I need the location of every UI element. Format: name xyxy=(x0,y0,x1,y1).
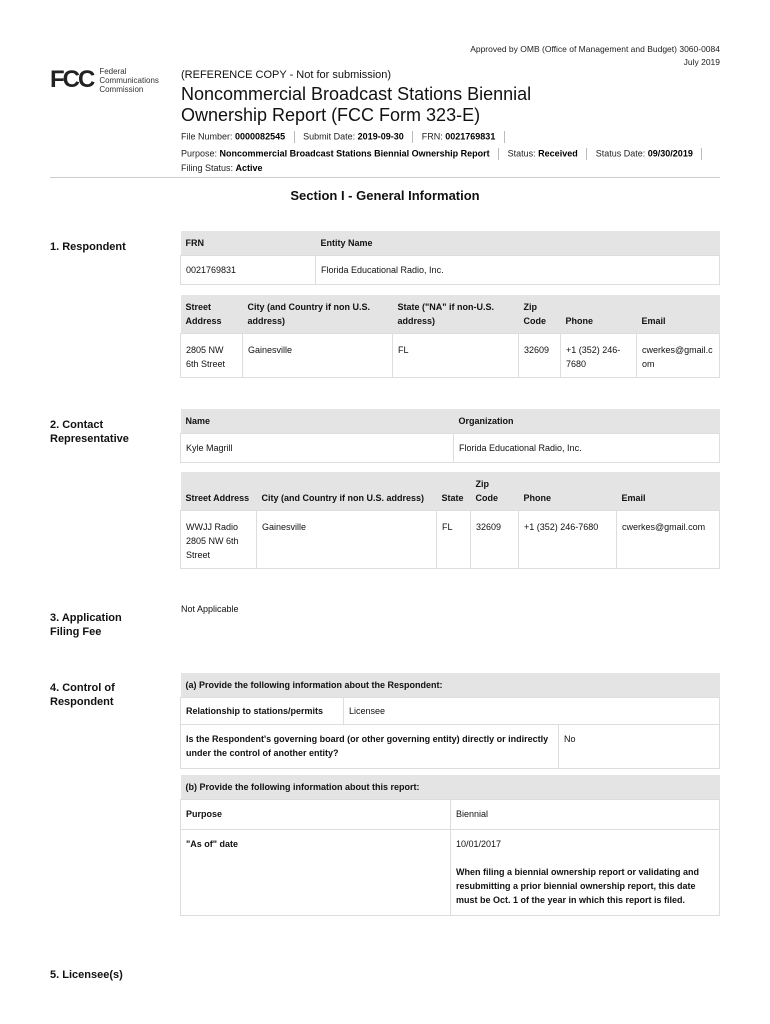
status-label: Status: xyxy=(507,148,536,159)
omb-line: Approved by OMB (Office of Management and Budget) 3060-0084 xyxy=(470,44,720,54)
contact-email-header: Email xyxy=(617,472,720,511)
contact-state-header: State xyxy=(437,472,471,511)
submit-date: 2019-09-30 xyxy=(357,131,404,142)
respondent-city: Gainesville xyxy=(243,334,393,378)
respondent-state: FL xyxy=(393,334,519,378)
contact-city-header: City (and Country if non U.S. address) xyxy=(257,472,437,511)
asof-date-note: When filing a biennial ownership report or validating and resubmitting a prior biennial ownership report, this date must be Oct. 1 of the year in which this report is filed. xyxy=(456,867,700,905)
relationship-value: Licensee xyxy=(344,698,720,725)
street-header: Street Address xyxy=(181,295,243,334)
control-label xyxy=(50,681,115,709)
contact-label-line: 2. Contact xyxy=(50,419,104,431)
contact-city: Gainesville xyxy=(257,511,437,569)
submit-date-label: Submit Date: xyxy=(303,131,356,142)
respondent-address-table xyxy=(180,295,720,378)
asof-date-value: 10/01/2017 xyxy=(456,839,502,849)
contact-street-header: Street Address xyxy=(181,472,257,511)
contact-zip: 32609 xyxy=(471,511,519,569)
fcc-logo-mark: FCC xyxy=(50,66,94,93)
entity-name-header: Entity Name xyxy=(316,231,720,256)
control-b-table xyxy=(180,775,720,916)
governing-question: Is the Respondent's governing board (or other governing entity) directly or indirectly under the control of another entity? xyxy=(181,725,559,769)
contact-state: FL xyxy=(437,511,471,569)
email-header: Email xyxy=(637,295,720,334)
header-divider xyxy=(50,177,720,178)
status-date: 09/30/2019 xyxy=(647,148,693,159)
omb-approval xyxy=(470,43,720,69)
agency-line: Federal xyxy=(99,66,127,76)
file-number-label: File Number: xyxy=(181,131,233,142)
frn-label: FRN: xyxy=(421,131,443,142)
respondent-zip: 32609 xyxy=(519,334,561,378)
agency-line: Communications xyxy=(99,75,159,85)
control-label-line: Respondent xyxy=(50,696,114,708)
control-b-header: (b) Provide the following information about this report: xyxy=(181,775,720,800)
filing-meta-row3 xyxy=(181,163,263,173)
contact-org-header: Organization xyxy=(454,409,720,434)
respondent-phone: +1 (352) 246-7680 xyxy=(561,334,637,378)
frn-value: 0021769831 xyxy=(445,131,496,142)
report-purpose-label: Purpose xyxy=(181,800,451,830)
purpose-label: Purpose: xyxy=(181,148,218,159)
control-a-table xyxy=(180,673,720,769)
report-purpose-value: Biennial xyxy=(451,800,720,830)
licensees-label: 5. Licensee(s) xyxy=(50,969,123,981)
control-a-header: (a) Provide the following information about the Respondent: xyxy=(181,673,720,698)
section-title: Section I - General Information xyxy=(290,188,480,203)
page-title: Noncommercial Broadcast Stations Biennial Ownership Report (FCC Form 323-E) xyxy=(181,84,532,125)
state-header: State ("NA" if non-U.S. address) xyxy=(393,295,519,334)
contact-zip-header: Zip Code xyxy=(471,472,519,511)
relationship-label: Relationship to stations/permits xyxy=(181,698,344,725)
zip-header: Zip Code xyxy=(519,295,561,334)
fee-label xyxy=(50,611,122,639)
fcc-logo xyxy=(50,66,159,94)
fee-label-line: 3. Application xyxy=(50,612,122,624)
contact-label xyxy=(50,418,129,446)
filing-meta-row2 xyxy=(181,148,708,160)
respondent-frn: 0021769831 xyxy=(181,256,316,285)
respondent-entity-name: Florida Educational Radio, Inc. xyxy=(316,256,720,285)
contact-phone: +1 (352) 246-7680 xyxy=(519,511,617,569)
status-value: Received xyxy=(538,148,578,159)
agency-name xyxy=(99,67,159,94)
filing-meta-row1 xyxy=(181,131,511,143)
contact-name-table xyxy=(180,409,720,463)
contact-address-table xyxy=(180,472,720,569)
contact-email: cwerkes@gmail.com xyxy=(617,511,720,569)
respondent-street: 2805 NW 6th Street xyxy=(181,334,243,378)
contact-street: WWJJ Radio 2805 NW 6th Street xyxy=(181,511,257,569)
respondent-email: cwerkes@gmail.com xyxy=(637,334,720,378)
control-label-line: 4. Control of xyxy=(50,682,115,694)
contact-label-line: Representative xyxy=(50,433,129,445)
filing-status: Active xyxy=(235,163,263,173)
contact-phone-header: Phone xyxy=(519,472,617,511)
fee-value: Not Applicable xyxy=(181,604,239,614)
contact-name-header: Name xyxy=(181,409,454,434)
city-header: City (and Country if non U.S. address) xyxy=(243,295,393,334)
respondent-frn-table xyxy=(180,231,720,285)
filing-status-label: Filing Status: xyxy=(181,163,234,173)
purpose-value: Noncommercial Broadcast Stations Biennial Ownership Report xyxy=(219,148,490,159)
contact-name: Kyle Magrill xyxy=(181,434,454,463)
asof-date-label: "As of" date xyxy=(181,830,451,916)
omb-date: July 2019 xyxy=(683,57,720,67)
asof-date-cell xyxy=(451,830,720,916)
fee-label-line: Filing Fee xyxy=(50,626,102,638)
file-number: 0000082545 xyxy=(235,131,286,142)
agency-line: Commission xyxy=(99,84,144,94)
reference-copy-note: (REFERENCE COPY - Not for submission) xyxy=(181,69,392,81)
governing-answer: No xyxy=(559,725,720,769)
phone-header: Phone xyxy=(561,295,637,334)
contact-organization: Florida Educational Radio, Inc. xyxy=(454,434,720,463)
frn-header: FRN xyxy=(181,231,316,256)
respondent-label: 1. Respondent xyxy=(50,241,126,253)
status-date-label: Status Date: xyxy=(595,148,646,159)
